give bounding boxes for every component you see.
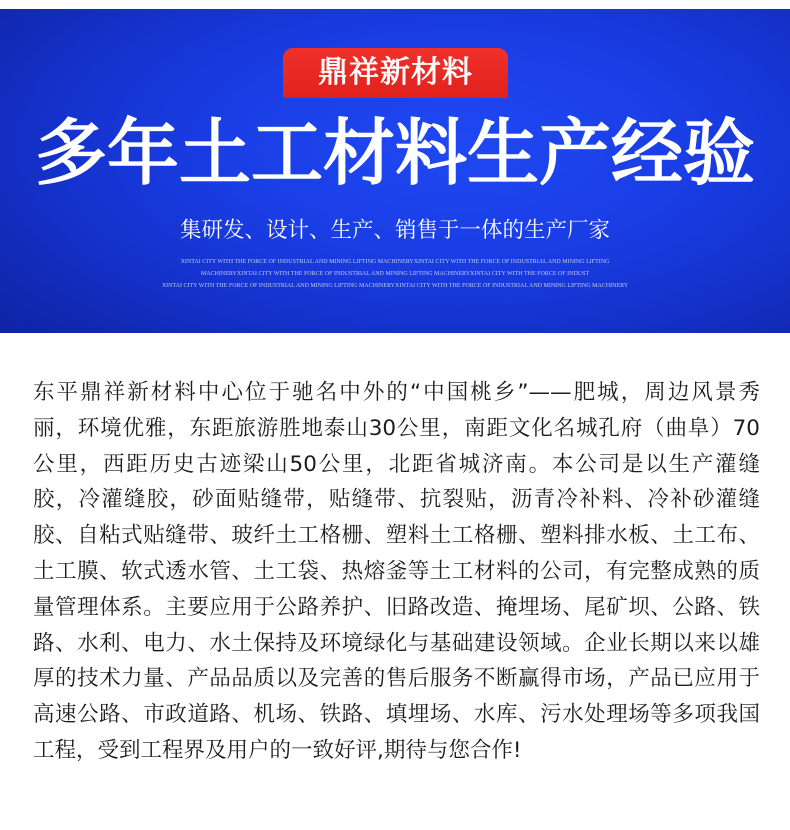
intro-line: 路、水利、电力、水土保持及环境绿化与基础建设领域。企业长期以来以雄 <box>33 630 760 656</box>
english-tagline-line: MACHINERYXINTAI CITY WITH THE FORCE OF INDUSTRIAL AND MINING LIFTING MACHINERYXINTAI CITY WITH THE FORCE OF INDUST <box>200 271 590 277</box>
subheadline: 集研发、设计、生产、销售于一体的生产厂家 <box>179 218 610 243</box>
intro-line: 胶，冷灌缝胶，砂面贴缝带，贴缝带、抗裂贴，沥青冷补料、冷补砂灌缝 <box>33 487 760 513</box>
brand-tab: 鼎祥新材料 <box>283 48 508 98</box>
english-tagline-line: XINTAI CITY WITH THE FORCE OF INDUSTRIAL AND MINING LIFTING MACHINERYXINTAI CITY WITH THE FORCE OF INDUSTRIAL AND MINING LIFTING MACHINERY <box>161 283 629 289</box>
headline: 多年土工材料生产经验 <box>34 111 755 195</box>
english-tagline-line: XINTAI CITY WITH THE FORCE OF INDUSTRIAL AND MINING LIFTING MACHINERYXINTAI CITY WITH THE FORCE OF INDUSTRIAL AND MINING LIFTING <box>180 259 610 265</box>
english-tagline-block <box>0 256 790 292</box>
company-intro-paragraph <box>33 375 760 769</box>
intro-line: 土工膜、软式透水管、土工袋、热熔釜等土工材料的公司，有完整成熟的质 <box>33 558 760 584</box>
intro-line: 丽，环境优雅，东距旅游胜地泰山30公里，南距文化名城孔府（曲阜）70 <box>33 415 760 441</box>
intro-line: 公里，西距历史古迹梁山50公里，北距省城济南。本公司是以生产灌缝 <box>33 451 760 477</box>
intro-line: 厚的技术力量、产品品质以及完善的售后服务不断赢得市场，产品已应用于 <box>33 666 760 692</box>
intro-line: 胶、自粘式贴缝带、玻纤土工格栅、塑料土工格栅、塑料排水板、土工布、 <box>33 523 760 549</box>
hero-banner <box>0 9 790 333</box>
intro-line: 东平鼎祥新材料中心位于驰名中外的“中国桃乡”——肥城，周边风景秀 <box>33 380 760 405</box>
intro-line: 高速公路、市政道路、机场、铁路、填埋场、水库、污水处理场等多项我国 <box>33 702 760 728</box>
intro-line: 量管理体系。主要应用于公路养护、旧路改造、掩埋场、尾矿坝、公路、铁 <box>33 594 760 620</box>
intro-line: 工程，受到工程界及用户的一致好评,期待与您合作! <box>33 737 522 763</box>
